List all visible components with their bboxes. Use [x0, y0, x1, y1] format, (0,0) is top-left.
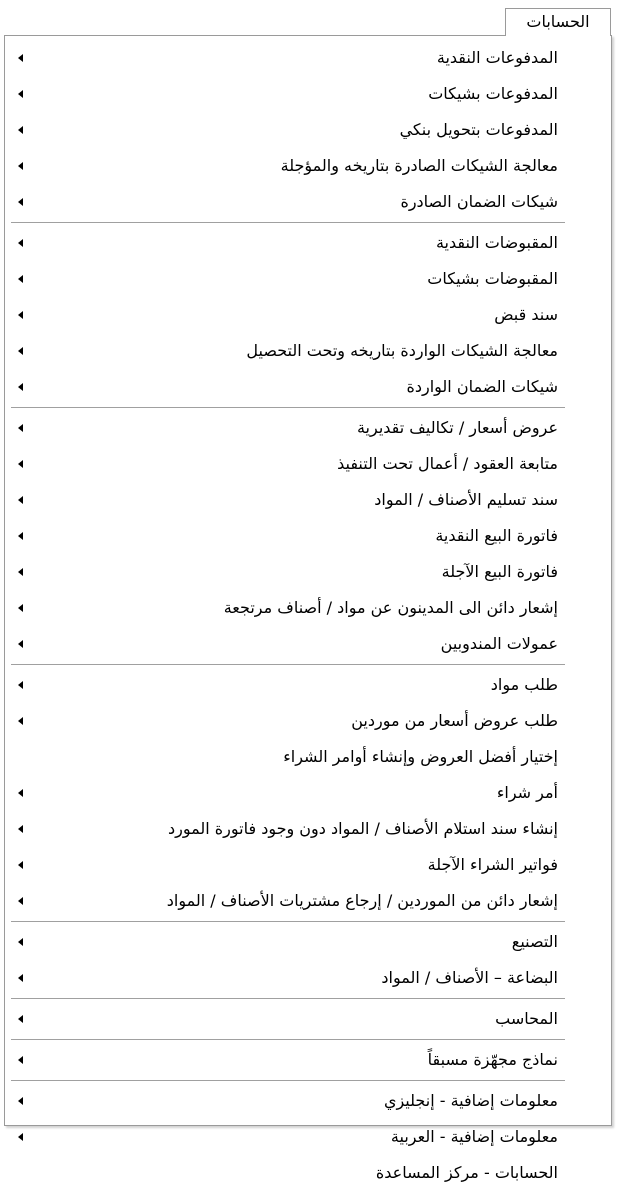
- submenu-arrow-icon: [18, 1015, 23, 1023]
- menu-item[interactable]: [5, 410, 611, 446]
- menu-item-label: معالجة الشيكات الصادرة بتاريخه والمؤجلة: [280, 156, 558, 175]
- submenu-arrow-icon: [18, 460, 23, 468]
- menu-item[interactable]: [5, 775, 611, 811]
- menu-item-label: إشعار دائن من الموردين / إرجاع مشتريات الأصناف / المواد: [166, 891, 558, 910]
- menu-item[interactable]: [5, 148, 611, 184]
- menu-item[interactable]: [5, 883, 611, 919]
- submenu-arrow-icon: [18, 568, 23, 576]
- menu-item[interactable]: [5, 554, 611, 590]
- menu-item-label: الحسابات - مركز المساعدة: [375, 1163, 558, 1182]
- menu-item[interactable]: [5, 960, 611, 996]
- menu-item[interactable]: [5, 333, 611, 369]
- menu-item[interactable]: [5, 811, 611, 847]
- menu-item-label: طلب مواد: [490, 675, 558, 694]
- menu-item[interactable]: [5, 924, 611, 960]
- menu-item-label: المدفوعات بتحويل بنكي: [399, 120, 558, 139]
- submenu-arrow-icon: [18, 54, 23, 62]
- menu-item[interactable]: [5, 225, 611, 261]
- menu-item[interactable]: [5, 297, 611, 333]
- menu-item[interactable]: [5, 1119, 611, 1155]
- submenu-arrow-icon: [18, 717, 23, 725]
- submenu-arrow-icon: [18, 861, 23, 869]
- submenu-arrow-icon: [18, 1133, 23, 1141]
- submenu-arrow-icon: [18, 275, 23, 283]
- menu-item-label: أمر شراء: [496, 783, 558, 802]
- menu-item-label: فاتورة البيع النقدية: [435, 526, 558, 545]
- submenu-arrow-icon: [18, 938, 23, 946]
- menu-item[interactable]: [5, 76, 611, 112]
- menu-item-label: إشعار دائن الى المدينون عن مواد / أصناف مرتجعة: [223, 598, 558, 617]
- submenu-arrow-icon: [18, 640, 23, 648]
- menu-item-label: سند تسليم الأصناف / المواد: [374, 490, 558, 509]
- submenu-arrow-icon: [18, 198, 23, 206]
- menu-item[interactable]: [5, 1155, 611, 1191]
- menu-item[interactable]: [5, 703, 611, 739]
- menu-item[interactable]: [5, 626, 611, 662]
- menu-item-label: المقبوضات بشيكات: [427, 269, 558, 288]
- menu-item[interactable]: [5, 261, 611, 297]
- menu-item[interactable]: [5, 1042, 611, 1078]
- submenu-arrow-icon: [18, 347, 23, 355]
- menu-item[interactable]: [5, 590, 611, 626]
- menu-item-label: فاتورة البيع الآجلة: [441, 562, 558, 581]
- menu-item-label: نماذج مجهّزة مسبقاً: [427, 1050, 558, 1069]
- submenu-arrow-icon: [18, 126, 23, 134]
- menu-item[interactable]: [5, 667, 611, 703]
- menu-item-label: إختيار أفضل العروض وإنشاء أوامر الشراء: [283, 747, 558, 766]
- menu-item[interactable]: [5, 369, 611, 405]
- submenu-arrow-icon: [18, 1097, 23, 1105]
- submenu-arrow-icon: [18, 383, 23, 391]
- submenu-arrow-icon: [18, 789, 23, 797]
- submenu-arrow-icon: [18, 1056, 23, 1064]
- menu-item-label: شيكات الضمان الواردة: [406, 377, 558, 396]
- menu-item[interactable]: [5, 1001, 611, 1037]
- menu-item-label: المحاسب: [495, 1009, 558, 1028]
- menubar: [0, 0, 617, 36]
- menu-item-label: معالجة الشيكات الواردة بتاريخه وتحت التحصيل: [246, 341, 558, 360]
- menu-item-label: إنشاء سند استلام الأصناف / المواد دون وجود فاتورة المورد: [168, 819, 558, 838]
- menu-item-label: المقبوضات النقدية: [435, 233, 558, 252]
- submenu-arrow-icon: [18, 311, 23, 319]
- menu-item-label: المدفوعات النقدية: [436, 48, 558, 67]
- menu-item-label: التصنيع: [511, 932, 558, 951]
- menu-item-label: معلومات إضافية - العربية: [390, 1127, 558, 1146]
- submenu-arrow-icon: [18, 162, 23, 170]
- menu-item-label: فواتير الشراء الآجلة: [427, 855, 558, 874]
- menu-item-label: عروض أسعار / تكاليف تقديرية: [356, 418, 558, 437]
- menu-item[interactable]: [5, 739, 611, 775]
- menu-item-label: البضاعة – الأصناف / المواد: [381, 968, 558, 987]
- submenu-arrow-icon: [18, 496, 23, 504]
- submenu-arrow-icon: [18, 974, 23, 982]
- menu-item[interactable]: [5, 847, 611, 883]
- submenu-arrow-icon: [18, 604, 23, 612]
- submenu-arrow-icon: [18, 424, 23, 432]
- menu-item[interactable]: [5, 518, 611, 554]
- menu-item[interactable]: [5, 40, 611, 76]
- menu-item-label: عمولات المندوبين: [440, 634, 558, 653]
- menu-item[interactable]: [5, 112, 611, 148]
- submenu-arrow-icon: [18, 897, 23, 905]
- menu-item-label: سند قبض: [494, 305, 558, 324]
- menu-item-label: شيكات الضمان الصادرة: [400, 192, 558, 211]
- submenu-arrow-icon: [18, 90, 23, 98]
- menu-item[interactable]: [5, 184, 611, 220]
- menu-accounts[interactable]: الحسابات: [505, 8, 611, 36]
- submenu-arrow-icon: [18, 532, 23, 540]
- menu-item-label: المدفوعات بشيكات: [428, 84, 558, 103]
- submenu-arrow-icon: [18, 825, 23, 833]
- dropdown-menu: [4, 35, 612, 1182]
- menu-item-label: طلب عروض أسعار من موردين: [351, 711, 558, 730]
- menu-item[interactable]: [5, 446, 611, 482]
- submenu-arrow-icon: [18, 681, 23, 689]
- menu-item-label: متابعة العقود / أعمال تحت التنفيذ: [337, 454, 558, 473]
- menu-item[interactable]: [5, 1083, 611, 1119]
- menu-item-label: معلومات إضافية - إنجليزي: [383, 1091, 558, 1110]
- submenu-arrow-icon: [18, 239, 23, 247]
- menu-item[interactable]: [5, 482, 611, 518]
